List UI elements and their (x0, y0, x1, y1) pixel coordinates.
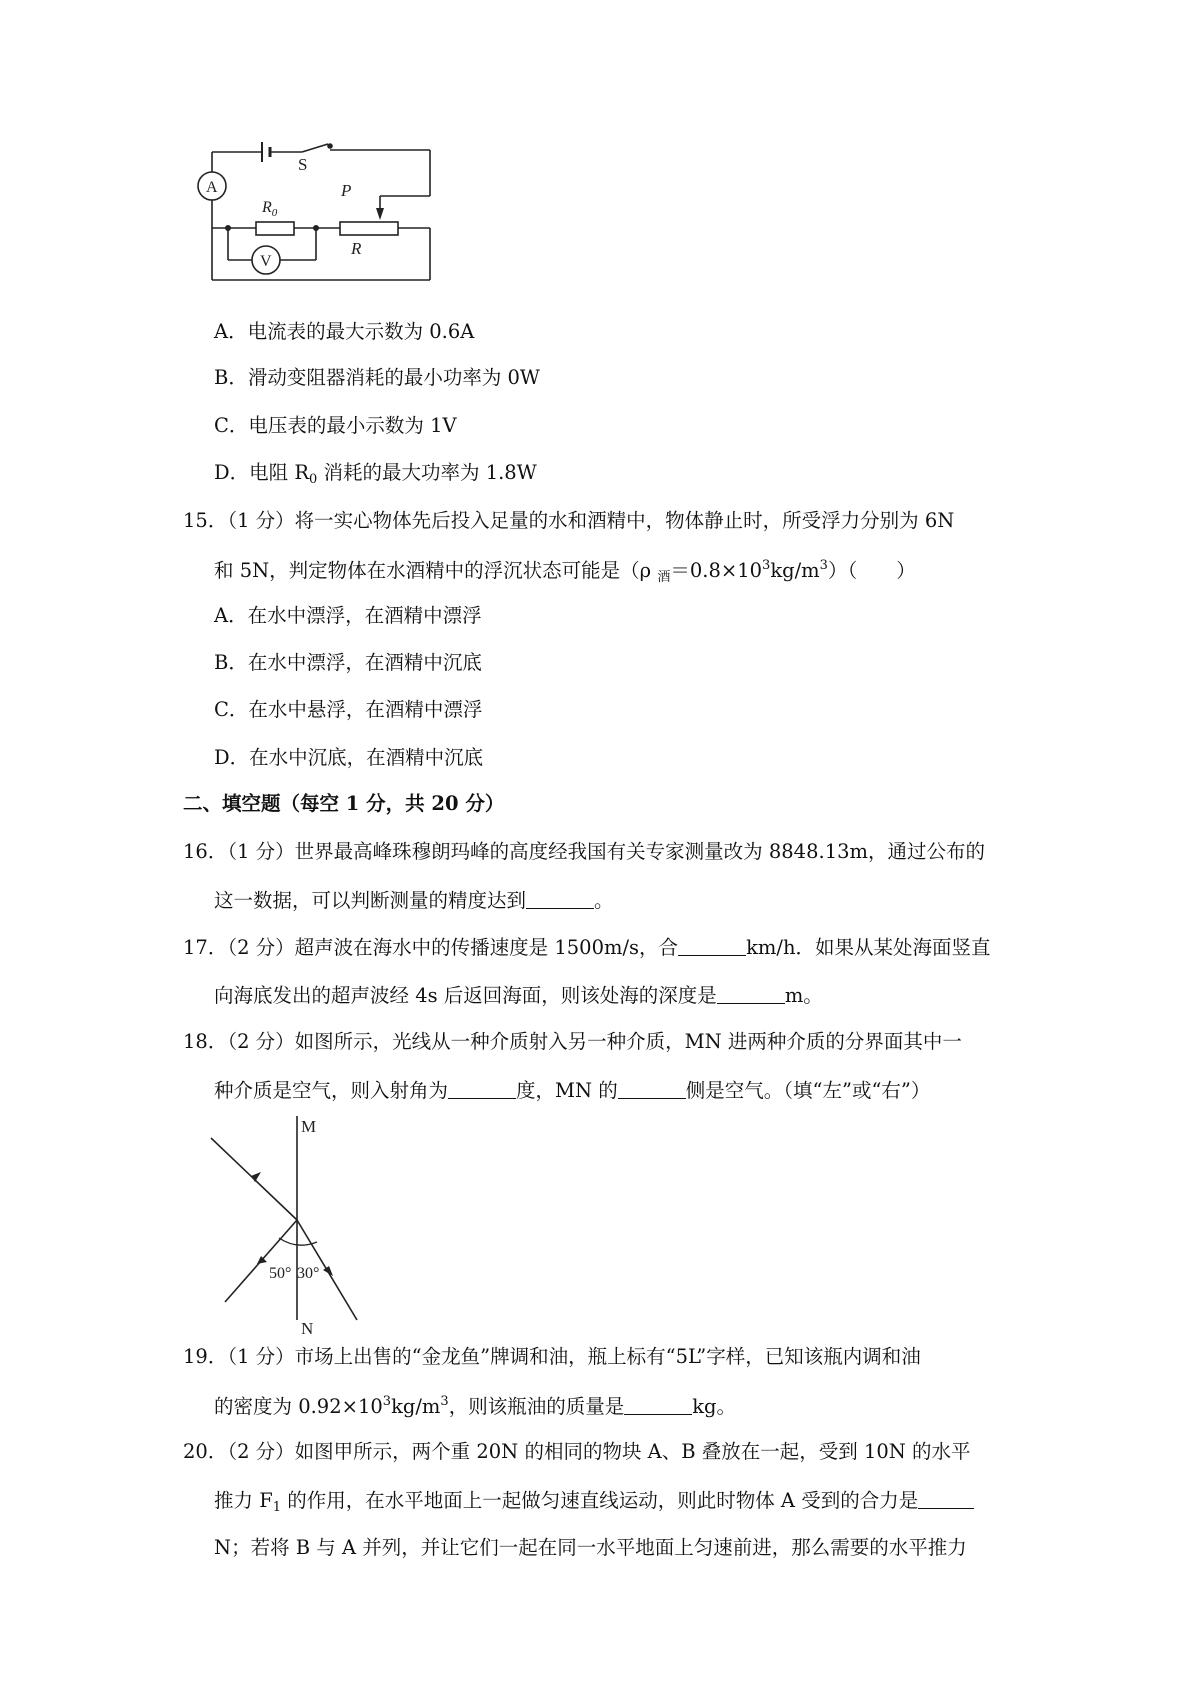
answer-blank (717, 985, 785, 1004)
answer-blank (918, 1490, 974, 1509)
q14-option-d: D．电阻 $R_0$ 消耗的最大功率为 1.8W (214, 461, 537, 487)
svg-text:R0 (261, 199, 278, 219)
slider-p-label: P (341, 181, 352, 200)
q14-option-b: B．滑动变阻器消耗的最小功率为 0W (214, 366, 540, 389)
q15-option-d: D．在水中沉底，在酒精中沉底 (214, 746, 484, 769)
q18-line1: 18．（2 分）如图所示，光线从一种介质射入另一种介质，MN 进两种介质的分界面其中一 (183, 1030, 962, 1053)
answer-blank (678, 937, 746, 956)
q17-line1: 17．（2 分）超声波在海水中的传播速度是 1500m/s，合 km/h．如果从某处海面竖直 (183, 936, 991, 959)
section-heading-fill-in: 二、填空题（每空 1 分，共 20 分） (183, 792, 505, 815)
switch-label: S (298, 155, 308, 174)
angle-30-label: 30° (297, 1265, 320, 1282)
q19-line2: 的密度为 $0.92\times 10^3kg/m^3$，则该瓶油的质量是 kg。 (214, 1394, 737, 1418)
label-m: M (301, 1117, 317, 1136)
q14-option-c: C．电压表的最小示数为 1V (214, 414, 457, 437)
label-n: N (301, 1319, 314, 1335)
resistor-r0-label: R (262, 199, 272, 216)
rheostat-r-label: R (351, 239, 362, 258)
q15-option-b: B．在水中漂浮，在酒精中沉底 (214, 651, 482, 674)
angle-50-label: 50° (269, 1265, 292, 1282)
q20-line3: N；若将 B 与 A 并列，并让它们一起在同一水平地面上匀速前进，那么需要的水平推力 (214, 1536, 967, 1559)
q16-line1: 16．（1 分）世界最高峰珠穆朗玛峰的高度经我国有关专家测量改为 8848.13m，通过公布的 (183, 840, 985, 863)
q20-line1: 20．（2 分）如图甲所示，两个重 20N 的相同的物块 A、B 叠放在一起，受到 10N 的水平 (183, 1440, 971, 1463)
ammeter-label: A (206, 179, 218, 196)
answer-blank (618, 1080, 686, 1099)
q14-option-a: A．电流表的最大示数为 0.6A (214, 320, 475, 343)
refraction-diagram (205, 1110, 375, 1335)
voltmeter-label: V (260, 253, 272, 270)
q20-line2: 推力 $F_1$ 的作用，在水平地面上一起做匀速直线运动，则此时物体 A 受到的合力是 (214, 1490, 974, 1514)
answer-blank (448, 1080, 516, 1099)
q17-line2: 向海底发出的超声波经 4s 后返回海面，则该处海的深度是 m。 (214, 984, 823, 1007)
answer-blank (624, 1396, 692, 1415)
q18-line2: 种介质是空气，则入射角为 度，MN 的 侧是空气。（填“左”或“右”） (214, 1079, 931, 1102)
q15-option-c: C．在水中悬浮，在酒精中漂浮 (214, 698, 483, 721)
answer-blank (526, 890, 594, 909)
resistor-r0-sub: 0 (271, 207, 278, 219)
q15-line2: 和 5N，判定物体在水酒精中的浮沉状态可能是（ρ $_酒=0.8\times 10^3kg/m^3$）（ ） (214, 558, 916, 585)
q16-line2: 这一数据，可以判断测量的精度达到 。 (214, 889, 614, 912)
q15-option-a: A．在水中漂浮，在酒精中漂浮 (214, 604, 482, 627)
q19-line1: 19．（1 分）市场上出售的“金龙鱼”牌调和油，瓶上标有“5L”字样，已知该瓶内调和油 (183, 1345, 921, 1368)
q15-line1: 15．（1 分）将一实心物体先后投入足量的水和酒精中，物体静止时，所受浮力分别为 6N (183, 509, 955, 532)
circuit-diagram (190, 140, 450, 300)
